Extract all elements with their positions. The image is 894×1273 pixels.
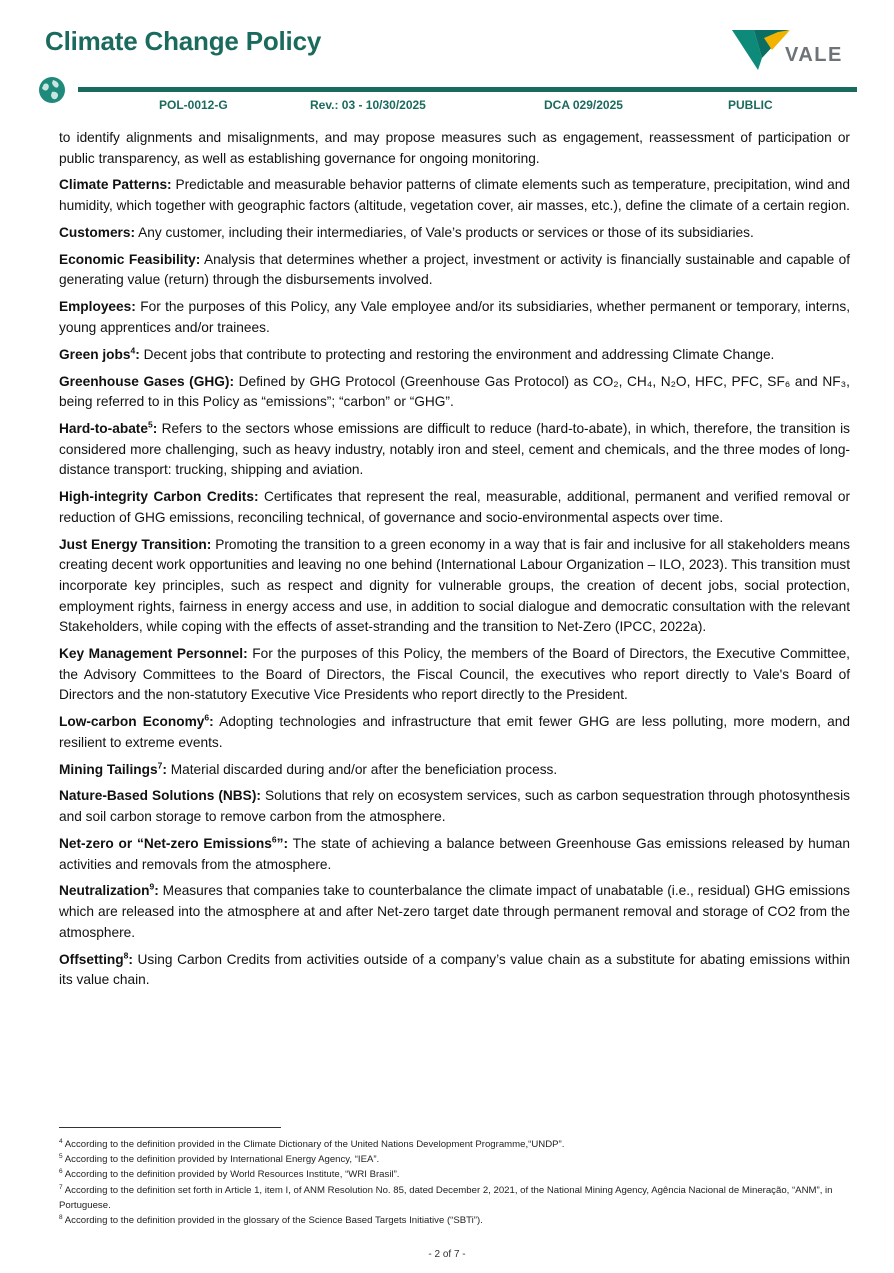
footnote: $^5$ According to the definition provided by International Energy Agency, “IEA”.: [59, 1153, 380, 1166]
definition-term: Just Energy Transition:: [59, 536, 212, 552]
definition-item: [59, 223, 850, 244]
definition-item: [59, 786, 850, 827]
header-rule: [78, 87, 857, 92]
definition-text: Using Carbon Credits from activities outside of a company’s value chain as a substitute for abating emissions within its value chain.: [59, 951, 850, 988]
footnote-ref: 5: [147, 419, 153, 430]
definition-text: Measures that companies take to counterbalance the climate impact of unabatable (i.e., residual) GHG emissions which are released into the atmosphere at and after Net-zero target date through permanent removal and storage of CO2 from the atmosphere.: [59, 883, 850, 940]
definition-text: Decent jobs that contribute to protecting and restoring the environment and addressing Climate Change.: [139, 346, 775, 362]
footnote-rule: [59, 1127, 281, 1128]
definition-text: Material discarded during and/or after the beneficiation process.: [166, 761, 558, 777]
definition-item: [59, 175, 850, 216]
revision: Rev.: 03 - 10/30/2025: [310, 98, 426, 112]
definition-text: Defined by GHG Protocol (Greenhouse Gas Protocol) as CO₂, CH₄, N₂O, HFC, PFC, SF₆ and NF₃, being referred to in this Policy as “emissions”; “carbon” or “GHG”.: [59, 373, 850, 410]
footnote-ref: 4: [130, 345, 136, 356]
footnote-ref: 8: [123, 949, 129, 960]
definition-term: Mining Tailings$^7$:: [59, 760, 167, 777]
lead-paragraph: to identify alignments and misalignments, and may propose measures such as engagement, reassessment of participation or public transparency, as well as establishing governance for ongoing monitoring.: [59, 130, 850, 166]
definition-text: Promoting the transition to a green economy in a way that is fair and inclusive for all stakeholders means creating decent work opportunities and leaving no one behind (International Labour Organization – ILO, 2023). This transition must incorporate key principles, such as respect and dignity for vulnerable groups, the creation of decent jobs, social protection, employment rights, fairness in energy access and use, in addition to social dialogue and democratic consultation with the relevant Stakeholders, while coping with the effects of asset-stranding and the transition to Net-Zero (IPCC, 2022a).: [59, 536, 850, 635]
definition-text: For the purposes of this Policy, any Vale employee and/or its subsidiaries, whether permanent or temporary, interns, young apprentices and/or trainees.: [59, 299, 850, 335]
definition-item: [59, 297, 850, 338]
definition-term: Neutralization$^9$:: [59, 881, 159, 899]
definition-item: [59, 419, 850, 481]
definition-text: Adopting technologies and infrastructure that emit fewer GHG are less polluting, more modern, and resilient to extreme events.: [59, 714, 850, 750]
logo-text: VALE: [785, 44, 843, 66]
definition-term: Customers:: [59, 224, 136, 240]
globe-icon: [38, 76, 66, 104]
definition-text: For the purposes of this Policy, the members of the Board of Directors, the Executive Committee, the Advisory Committees to the Board of Directors, the Fiscal Council, the executives who report directly to Vale's Board of Directors and the non-statutory Executive Vice Presidents who report directly to the President.: [59, 646, 850, 703]
definition-term: Green jobs$^4$:: [59, 345, 140, 362]
footnote-ref: 6: [271, 834, 277, 845]
definition-text: The state of achieving a balance between Greenhouse Gas emissions released by human activities and removals from the atmosphere.: [59, 835, 850, 872]
definition-term: Hard-to-abate$^5$:: [59, 419, 158, 437]
definition-item: [59, 250, 850, 291]
definition-text: Certificates that represent the real, measurable, additional, permanent and verified removal or reduction of GHG emissions, reconciling technical, of governance and socio-environmental aspects over time.: [59, 489, 850, 525]
definitions-list: [59, 175, 850, 990]
footnote: $^6$ According to the definition provided by World Resources Institute, “WRI Brasil”.: [59, 1168, 400, 1181]
definition-term: Employees:: [59, 299, 136, 315]
definition-term: Net-zero or “Net-zero Emissions$^6$”:: [59, 834, 289, 851]
definition-term: Greenhouse Gases (GHG):: [59, 373, 235, 389]
classification: PUBLIC: [728, 98, 773, 112]
definition-item: [59, 712, 850, 753]
definition-item: [59, 372, 850, 413]
definition-term: Nature-Based Solutions (NBS):: [59, 788, 261, 804]
definition-term: High-integrity Carbon Credits:: [59, 489, 259, 505]
definition-text: Any customer, including their intermediaries, of Vale’s products or services or those of its subsidiaries.: [135, 224, 754, 240]
footnote: $^8$ According to the definition provided in the glossary of the Science Based Targets Initiative (“SBTi”).: [59, 1213, 483, 1227]
definition-term: Low-carbon Economy$^6$:: [59, 712, 214, 730]
footnote-ref: 9: [149, 881, 155, 892]
definition-item: [59, 950, 850, 991]
definition-item: [59, 644, 850, 706]
definition-term: Climate Patterns:: [59, 177, 172, 193]
definition-item: [59, 834, 850, 875]
page-number: - 2 of 7 -: [428, 1249, 466, 1260]
definition-term: Economic Feasibility:: [59, 251, 201, 267]
footnote-ref: 7: [157, 760, 163, 771]
definition-item: [59, 345, 850, 366]
definitions-body: [59, 128, 850, 997]
definition-term: Key Management Personnel:: [59, 646, 248, 662]
definition-text: Predictable and measurable behavior patterns of climate elements such as temperature, precipitation, wind and humidity, which together with geographic factors (altitude, vegetation cover, air masses, etc.), define the climate of a certain region.: [59, 177, 850, 214]
footnote-ref: 6: [204, 712, 210, 723]
document-title: Climate Change Policy: [45, 26, 322, 56]
definition-item: [59, 760, 850, 781]
definition-text: Refers to the sectors whose emissions are difficult to reduce (hard-to-abate), in which, therefore, the transition is considered more challenging, such as heavy industry, notably iron and steel, cement and chemicals, and the three modes of long-distance transport: trucking, shipping and aviation.: [59, 421, 850, 478]
definition-item: [59, 487, 850, 528]
definition-term: Offsetting$^8$:: [59, 949, 133, 967]
footnote: $^7$ According to the definition set forth in Article 1, item I, of ANM Resolution No. 85, dated December 2, 2021, of the National Mining Agency, Agência Nacional de Mineração, “ANM”, in Portuguese.: [59, 1183, 833, 1211]
footnote: $^4$ According to the definition provided in the Climate Dictionary of the United Nations Development Programme,“UNDP”.: [59, 1137, 565, 1150]
doc-code: POL-0012-G: [159, 98, 228, 112]
footnotes: [59, 1137, 850, 1228]
approval: DCA 029/2025: [544, 98, 623, 112]
definition-text: Solutions that rely on ecosystem services, such as carbon sequestration through photosynthesis and soil carbon storage to remove carbon from the atmosphere.: [59, 788, 850, 825]
definition-item: [59, 535, 850, 638]
definition-text: Analysis that determines whether a project, investment or activity is financially sustainable and capable of generating value (return) through the disbursements involved.: [59, 251, 851, 288]
definition-item: [59, 881, 850, 943]
